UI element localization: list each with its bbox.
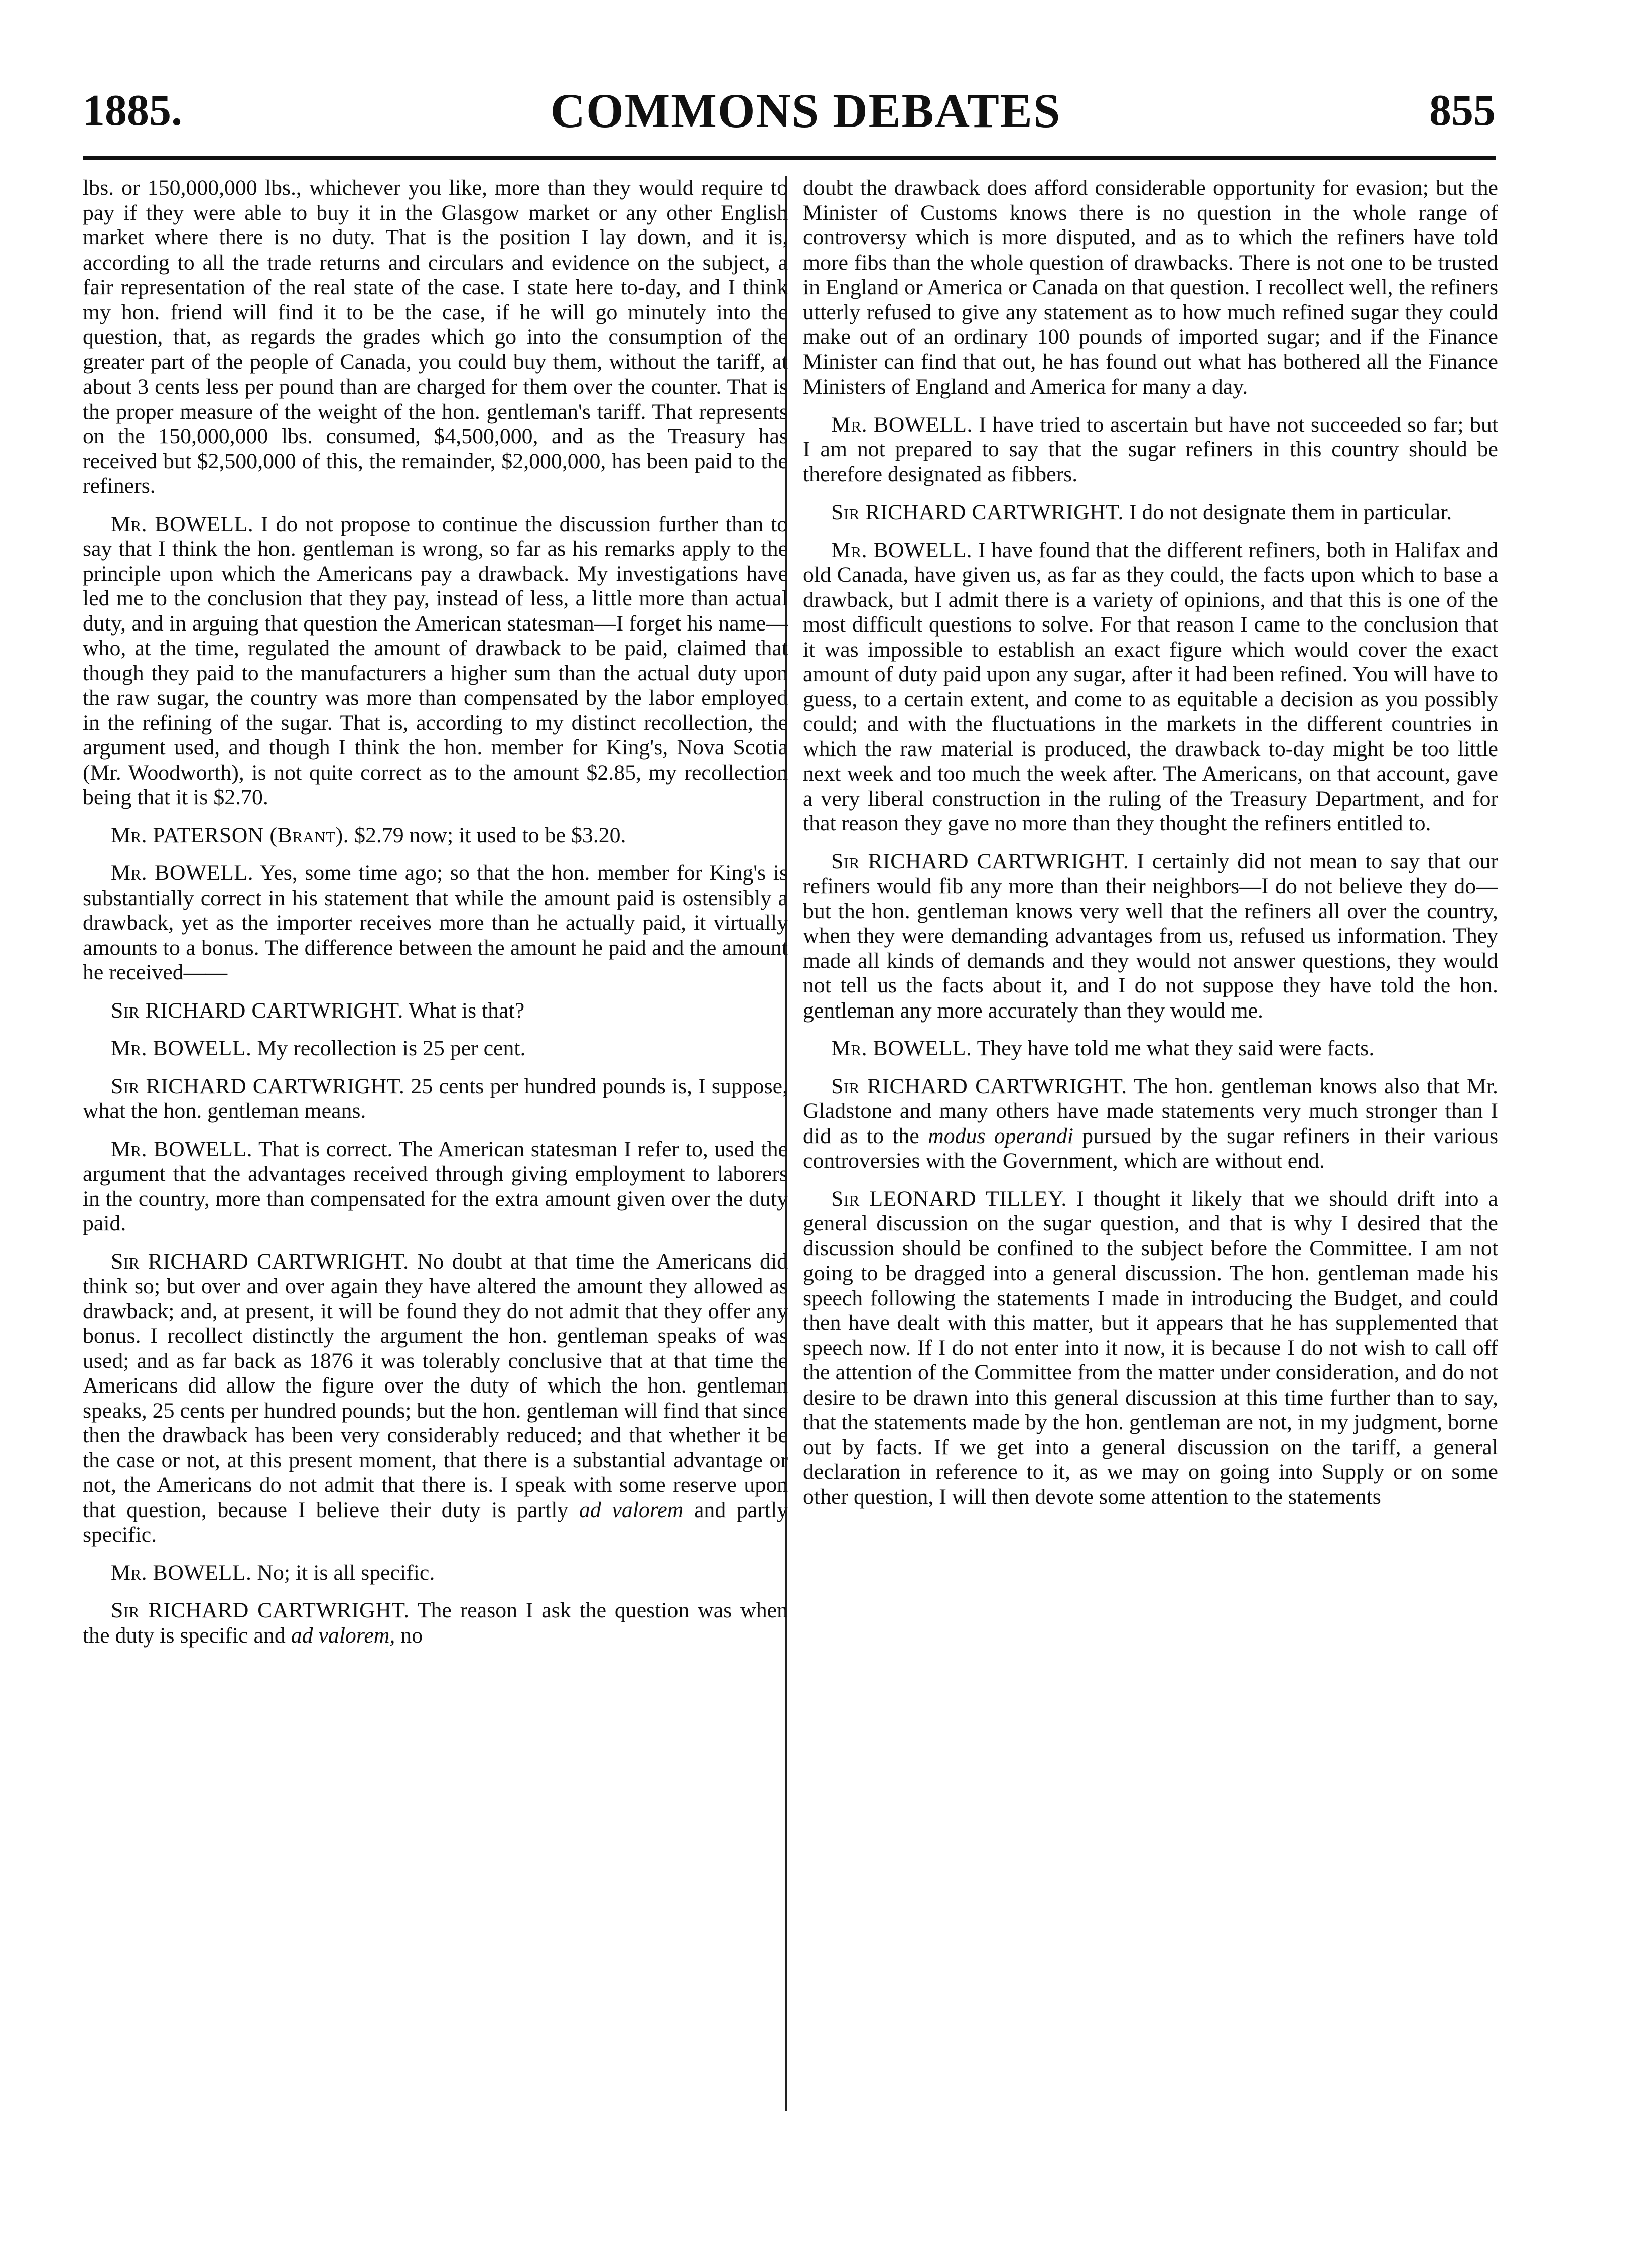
- speaker-name: Sir RICHARD CARTWRIGHT.: [111, 1074, 405, 1098]
- speech-text: $2.79 now; it used to be $3.20.: [354, 823, 626, 847]
- italic-phrase: ad valorem: [579, 1497, 684, 1522]
- speaker-name: Sir RICHARD CARTWRIGHT.: [831, 500, 1124, 524]
- speech-paragraph: [83, 1137, 788, 1236]
- speaker-name: Sir LEONARD TILLEY.: [831, 1186, 1067, 1211]
- speaker-name: Sir RICHARD CARTWRIGHT.: [111, 998, 403, 1023]
- speaker-name: Mr. BOWELL.: [831, 412, 973, 437]
- speech-paragraph: [83, 998, 788, 1024]
- speech-text: 25 cents per hundred pounds is, I suppose, what the hon. gentleman means.: [83, 1074, 788, 1123]
- speaker-name: Sir RICHARD CARTWRIGHT.: [831, 1074, 1127, 1098]
- speaker-name: Mr. BOWELL.: [111, 1036, 252, 1060]
- speech-text: I have tried to ascertain but have not succeeded so far; but I am not prepared to say that the sugar refiners in this country should be therefore designated as fibbers.: [803, 412, 1498, 486]
- page-header: [83, 75, 1496, 146]
- speech-text: The reason I ask the question was when the duty is specific and: [83, 1598, 788, 1648]
- speaker-name: Mr. BOWELL.: [831, 538, 973, 562]
- speech-paragraph: [83, 1561, 788, 1586]
- speaker-name: Sir RICHARD CARTWRIGHT.: [111, 1249, 409, 1274]
- italic-phrase: modus operandi: [928, 1123, 1073, 1148]
- header-page-number: 855: [1429, 86, 1496, 135]
- speech-text: no: [400, 1623, 423, 1648]
- speech-text: What is that?: [409, 998, 525, 1023]
- speech-paragraph: [803, 1187, 1498, 1510]
- speaker-name: Mr. BOWELL.: [111, 512, 254, 536]
- speech-paragraph: [803, 1036, 1498, 1061]
- speaker-name: Mr. BOWELL.: [111, 1137, 253, 1161]
- speech-text: I do not propose to continue the discussion further than to say that I think the hon. gentleman is wrong, so far as his remarks apply to the principle upon which the Americans pay a drawback. My investigations have led me to the conclusion that they pay, instead of less, a little more than actual duty, and in arguing that question the American statesman—I forget his name—who, at the time, regulated the amount of drawback to be paid, claimed that though they paid to the manufacturers a higher sum than the actual duty upon the raw sugar, the country was more than compensated by the labor employed in the refining of the sugar. That is, according to my distinct recollection, the argument used, and though I think the hon. member for King's, Nova Scotia (Mr. Woodworth), is not quite correct as to the amount $2.85, my recollection being that it is $2.70.: [83, 512, 788, 809]
- paragraph: [803, 176, 1498, 400]
- speech-text: pursued by the sugar refiners in their various controversies with the Government, which are without end.: [803, 1123, 1498, 1173]
- speech-text: That is correct. The American statesman I refer to, used the argument that the advantages received through giving employment to laborers in the country, more than compensated for the extra amount given over the duty paid.: [83, 1137, 788, 1235]
- header-title: COMMONS DEBATES: [550, 83, 1061, 138]
- speaker-name: Mr. BOWELL.: [831, 1036, 972, 1060]
- speech-text: and partly specific.: [83, 1497, 788, 1547]
- speaker-name: Sir RICHARD CARTWRIGHT.: [831, 849, 1129, 873]
- speech-text: I do not designate them in particular.: [1129, 500, 1452, 524]
- speech-text: They have told me what they said were facts.: [977, 1036, 1375, 1060]
- speech-paragraph: [83, 861, 788, 985]
- speech-paragraph: [83, 512, 788, 810]
- speech-text: The hon. gentleman knows also that Mr. Gladstone and many others have made statements very much stronger than I did as to the: [803, 1074, 1498, 1148]
- speech-paragraph: [803, 849, 1498, 1024]
- right-column: [803, 176, 1498, 2113]
- speech-paragraph: [803, 413, 1498, 487]
- speech-text: I thought it likely that we should drift into a general discussion on the sugar question, and that is why I desired that the discussion should be confined to the subject before the Committee. I am not going to be dragged into a general discussion. The hon. gentleman made his speech following the statements I made in introducing the Budget, and could then have dealt with this matter, but it appears that he has supplemented that speech now. If I do not enter into it now, it is because I do not wish to call off the attention of the Committee from the matter under consideration, and do not desire to be drawn into this general discussion at this time further than to say, that the statements made by the hon. gentleman are not, in my judgment, borne out by facts. If we get into a general discussion on the tariff, a general declaration in reference to it, as we may on going into Supply or on some other question, I will then devote some attention to the statements: [803, 1186, 1498, 1509]
- speaker-name: Mr. BOWELL.: [111, 861, 254, 885]
- speech-paragraph: [83, 823, 788, 848]
- speech-paragraph: [83, 1036, 788, 1061]
- paragraph: [83, 176, 788, 499]
- speech-text: No; it is all specific.: [257, 1560, 435, 1585]
- speech-text: Yes, some time ago; so that the hon. member for King's is substantially correct in his statement that while the amount paid is ostensibly a drawback, yet as the importer receives more than he actually paid, it virtually amounts to a bonus. The difference between the amount he paid and the amount he received——: [83, 861, 788, 984]
- speech-paragraph: [803, 538, 1498, 836]
- speaker-name: Mr. PATERSON (Brant).: [111, 823, 349, 847]
- speech-paragraph: [83, 1249, 788, 1548]
- speech-paragraph: [83, 1598, 788, 1648]
- speech-paragraph: [803, 500, 1498, 525]
- speech-text: My recollection is 25 per cent.: [257, 1036, 526, 1060]
- speaker-name: Mr. BOWELL.: [111, 1560, 252, 1585]
- left-column: [83, 176, 788, 2113]
- paragraph-text: lbs. or 150,000,000 lbs., whichever you like, more than they would require to pay if they were able to buy it in the Glasgow market or any other English market where there is no duty. That is the position I lay down, and it is, according to all the trade returns and circulars and evidence on the subject, a fair representation of the real state of the case. I state here to-day, and I think my hon. friend will find it to be the case, if he will go minutely into the question, that, as regards the grades which go into the consumption of the greater part of the people of Canada, you could buy them, without the tariff, at about 3 cents less per pound than are charged for them over the counter. That is the proper measure of the weight of the hon. gentleman's tariff. That represents on the 150,000,000 lbs. consumed, $4,500,000, and as the Treasury has received but $2,500,000 of this, the remainder, $2,000,000, has been paid to the refiners.: [83, 176, 788, 498]
- speech-paragraph: [83, 1074, 788, 1124]
- italic-phrase: ad valorem,: [291, 1623, 395, 1648]
- paragraph-text: doubt the drawback does afford considerable opportunity for evasion; but the Minister of Customs knows there is no question in the whole range of controversy which is more disputed, and as to which the refiners have told more fibs than the whole question of drawbacks. There is not one to be trusted in England or America or Canada on that question. I recollect well, the refiners utterly refused to give any statement as to how much refined sugar they could make out of an ordinary 100 pounds of imported sugar; and if the Finance Minister can find that out, he has found out what has bothered all the Finance Ministers of England and America for many a day.: [803, 176, 1498, 399]
- speech-text: No doubt at that time the Americans did think so; but over and over again they have altered the amount they allowed as drawback; and, at present, it will be found they do not admit that they offer any bonus. I recollect distinctly the argument the hon. gentleman speaks of was used; and as far back as 1876 it was tolerably conclusive that at that time the Americans did allow the figure over the duty of which the hon. gentleman speaks, 25 cents per hundred pounds; but the hon. gentleman will find that since then the drawback has been very considerably reduced; and that whether it be the case or not, at this present moment, that there is a substantial advantage or not, the Americans do not admit that there is. I speak with some reserve upon that question, because I believe their duty is partly: [83, 1249, 788, 1522]
- speech-text: I have found that the different refiners, both in Halifax and old Canada, have given us, as far as they could, the facts upon which to base a drawback, but I admit there is a variety of opinions, and that this is one of the most difficult questions to solve. For that reason I came to the conclusion that it was impossible to establish an exact figure which would cover the exact amount of duty paid upon any sugar, after it had been refined. You will have to guess, to a certain extent, and come to as equitable a decision as you possibly could; and with the fluctuations in the markets in the different countries in which the raw material is produced, the drawback to-day might be too little next week and too much the week after. The Americans, on that account, gave a very liberal construction in the ruling of the Treasury Department, and for that reason they gave no more than they thought the refiners entitled to.: [803, 538, 1498, 835]
- header-rule: [83, 156, 1496, 160]
- speech-paragraph: [803, 1074, 1498, 1174]
- header-year: 1885.: [83, 86, 182, 135]
- speech-text: I certainly did not mean to say that our refiners would fib any more than their neighbors—I do not believe they do—but the hon. gentleman knows very well that the refiners all over the country, when they were demanding advantages from us, refused us information. They made all kinds of demands and they would not answer questions, they would not tell us the facts about it, and I do not suppose they have told the hon. gentleman any more accurately than they would me.: [803, 849, 1498, 1023]
- speaker-name: Sir RICHARD CARTWRIGHT.: [111, 1598, 410, 1622]
